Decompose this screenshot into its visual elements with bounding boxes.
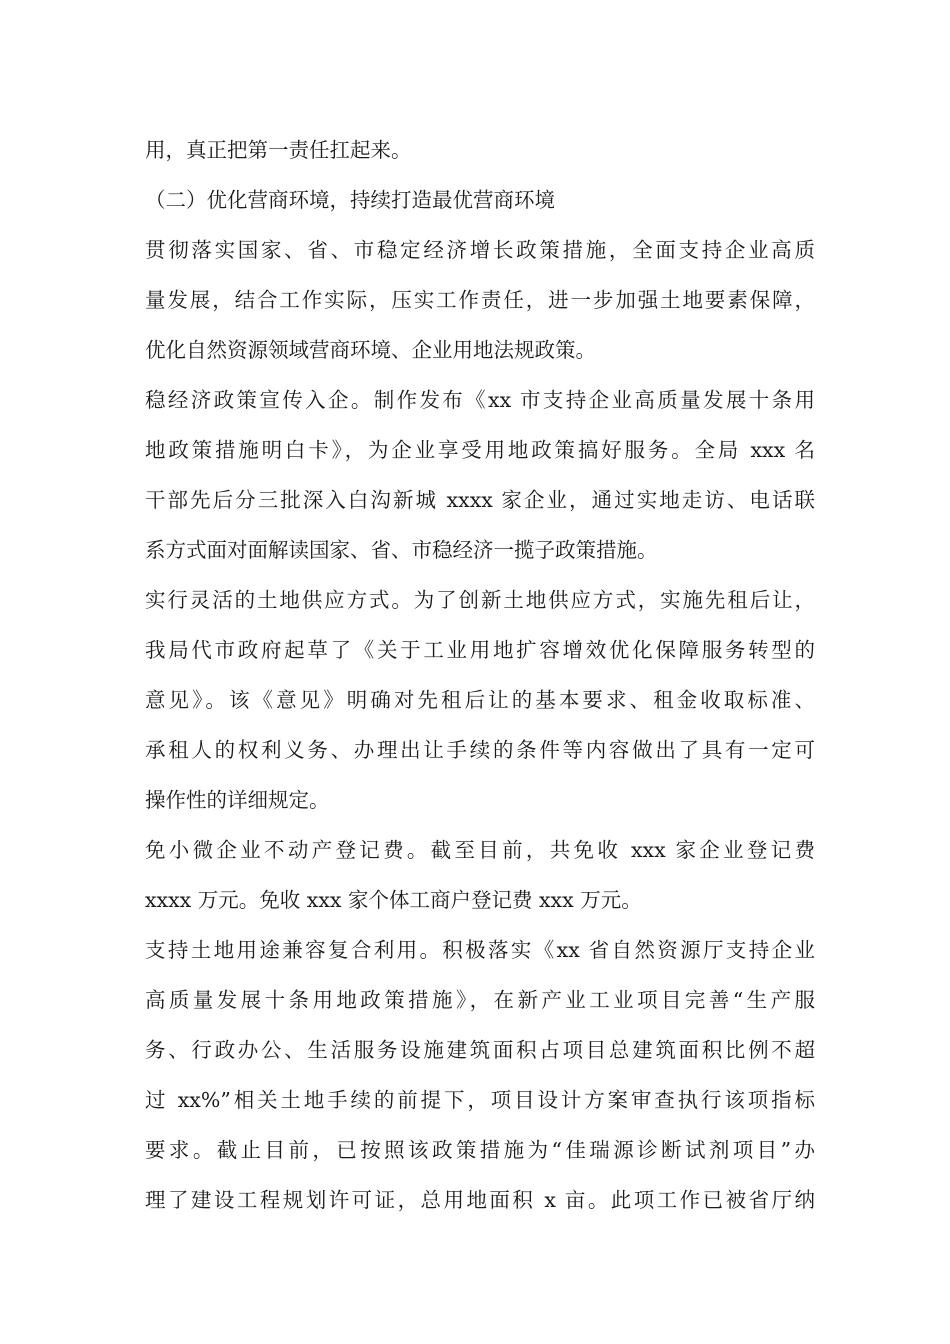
text-line: 务、行政办公、生活服务设施建筑面积占项目总建筑面积比例不超 [145, 1038, 815, 1062]
text-line: 支持土地用途兼容复合利用。积极落实《xx 省自然资源厅支持企业 [145, 938, 815, 962]
text-line: 理了建设工程规划许可证，总用地面积 x 亩。此项工作已被省厅纳 [145, 1188, 815, 1212]
text-line: 实行灵活的土地供应方式。为了创新土地供应方式，实施先租后让， [145, 588, 815, 612]
text-line: 操作性的详细规定。 [145, 788, 330, 812]
text-line: 意见》。该《意见》明确对先租后让的基本要求、租金收取标准、 [145, 688, 815, 712]
text-line: 干部先后分三批深入白沟新城 xxxx 家企业，通过实地走访、电话联 [145, 488, 815, 512]
text-line: 优化自然资源领域营商环境、企业用地法规政策。 [145, 338, 596, 362]
text-line: 量发展，结合工作实际，压实工作责任，进一步加强土地要素保障， [145, 288, 815, 312]
text-line: 地政策措施明白卡》，为企业享受用地政策搞好服务。全局 xxx 名 [145, 438, 815, 462]
text-line: 用，真正把第一责任扛起来。 [145, 138, 412, 162]
text-line: 要求。截止目前，已按照该政策措施为“佳瑞源诊断试剂项目”办 [145, 1138, 815, 1162]
text-line: 高质量发展十条用地政策措施》，在新产业工业项目完善“生产服 [145, 988, 815, 1012]
text-line: xxxx 万元。免收 xxx 家个体工商户登记费 xxx 万元。 [145, 888, 642, 912]
text-line: 稳经济政策宣传入企。制作发布《xx 市支持企业高质量发展十条用 [145, 388, 815, 412]
text-line: 过 xx%”相关土地手续的前提下，项目设计方案审查执行该项指标 [145, 1088, 815, 1112]
text-line: 贯彻落实国家、省、市稳定经济增长政策措施，全面支持企业高质 [145, 238, 815, 262]
section-heading: （二）优化营商环境，持续打造最优营商环境 [145, 188, 555, 212]
text-line: 我局代市政府起草了《关于工业用地扩容增效优化保障服务转型的 [145, 638, 815, 662]
text-line: 系方式面对面解读国家、省、市稳经济一揽子政策措施。 [145, 538, 658, 562]
text-line: 免小微企业不动产登记费。截至目前，共免收 xxx 家企业登记费 [145, 838, 815, 862]
text-line: 承租人的权利义务、办理出让手续的条件等内容做出了具有一定可 [145, 738, 815, 762]
